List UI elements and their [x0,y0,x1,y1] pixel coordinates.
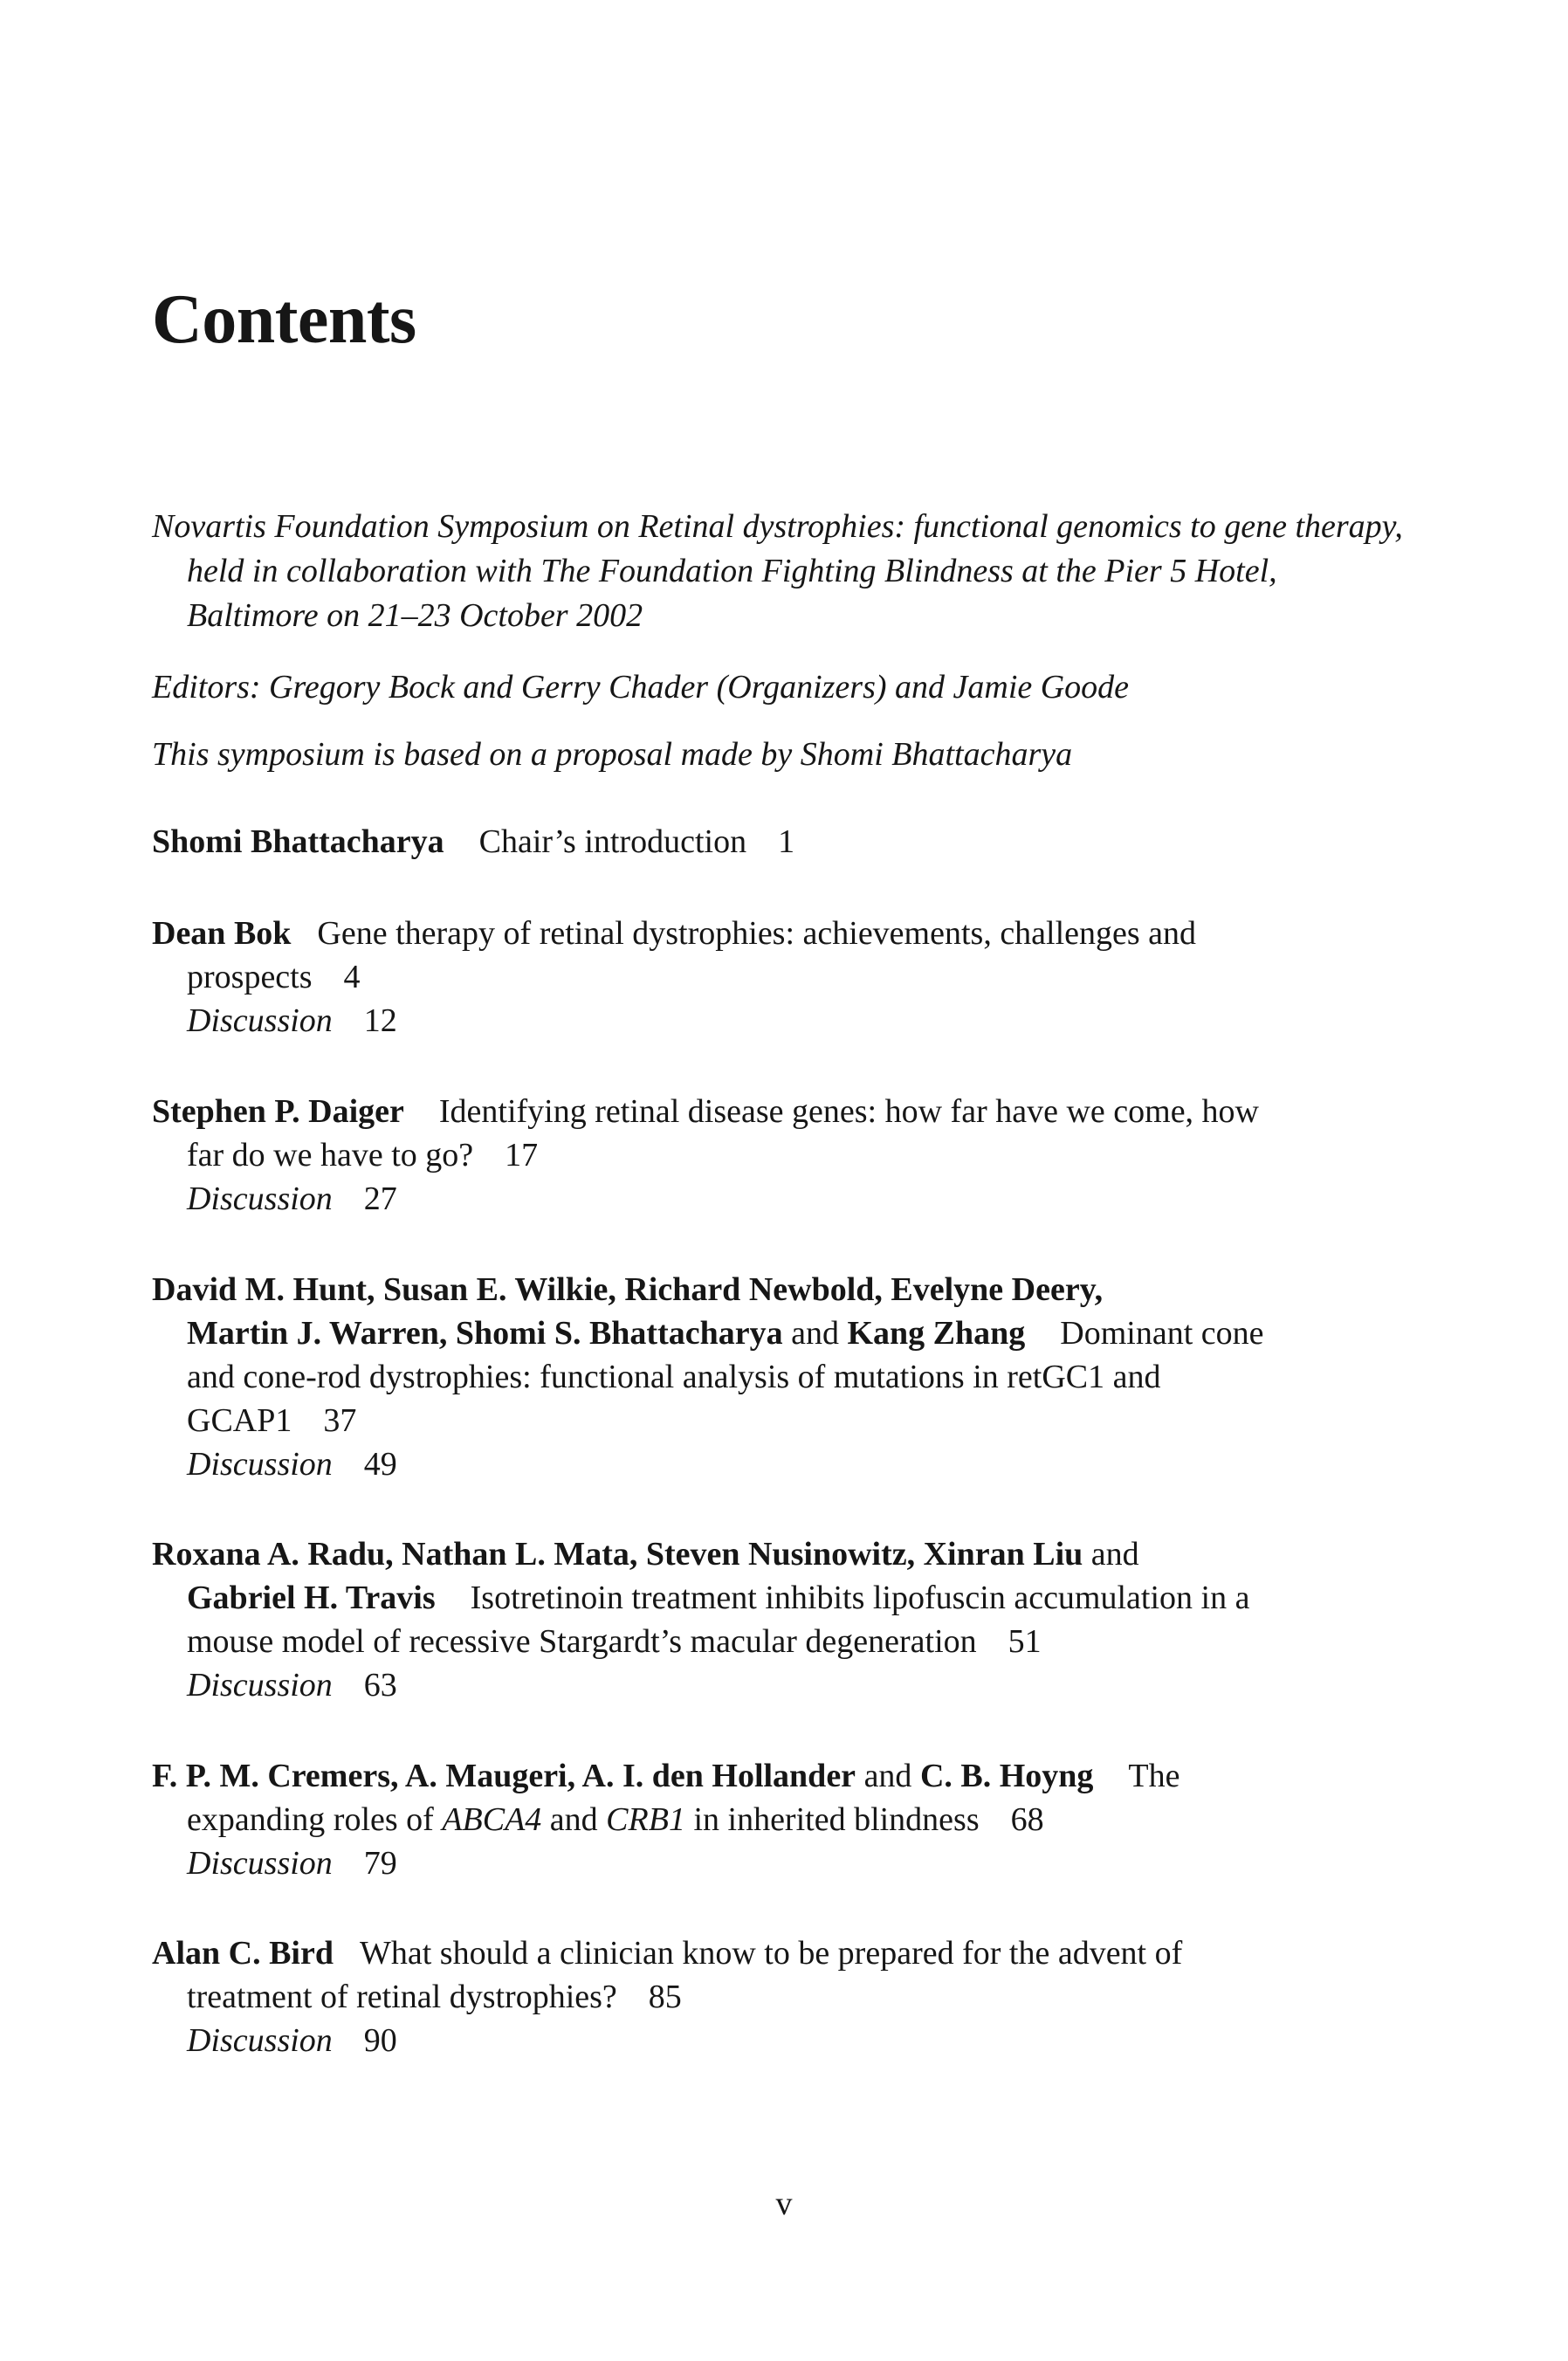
toc-entry [152,1268,1374,1486]
entry-title-pre: expanding roles of [187,1801,434,1838]
discussion-page: 49 [363,1446,397,1483]
discussion-line [152,1841,1374,1885]
entry-title-cont: far do we have to go? [187,1137,474,1174]
discussion-line [152,999,1374,1043]
entry-title-post: in inherited blindness [693,1801,980,1838]
entry-author: Alan C. Bird [152,1935,334,1972]
entry-title-cont: and cone-rod dystrophies: functional analysis of mutations in retGC1 and [187,1359,1161,1395]
entry-author-last: C. B. Hoyng [919,1758,1094,1794]
entry-title-cont: prospects [187,959,313,995]
entry-title: Chair’s introduction [478,823,747,860]
discussion-page: 27 [363,1180,397,1217]
discussion-line [152,1663,1374,1707]
toc-entry [152,1754,1374,1885]
toc-entry [152,1931,1374,2062]
entry-page: 37 [323,1402,357,1439]
entry-author: Stephen P. Daiger [152,1093,404,1130]
entry-authors: Roxana A. Radu, Nathan L. Mata, Steven Nusinowitz, Xinran Liu [152,1536,1083,1573]
entry-title-cont: mouse model of recessive Stargardt’s macular degeneration [187,1623,977,1660]
toc-entry [152,820,1374,864]
entry-title: The [1128,1758,1180,1794]
entry-authors-cont: Martin J. Warren, Shomi S. Bhattacharya [187,1315,783,1352]
discussion-line [152,2019,1374,2062]
entry-title: Isotretinoin treatment inhibits lipofuscin accumulation in a [470,1580,1250,1616]
entry-page: 1 [778,823,795,860]
entry-authors: F. P. M. Cremers, A. Maugeri, A. I. den Hollander [152,1758,856,1794]
entry-title: Dominant cone [1060,1315,1264,1352]
discussion-line [152,1442,1374,1486]
entry-main [152,820,1374,864]
discussion-label: Discussion [187,1667,333,1704]
entry-conj: and [791,1315,839,1352]
entry-page: 68 [1010,1801,1044,1838]
discussion-page: 12 [363,1002,397,1039]
discussion-label: Discussion [187,1446,333,1483]
discussion-label: Discussion [187,1180,333,1217]
proposal-line: This symposium is based on a proposal made by Shomi Bhattacharya [152,736,1073,773]
entry-author-last: Kang Zhang [847,1315,1026,1352]
gene-name: CRB1 [606,1801,685,1838]
entry-main [152,1532,1374,1663]
entry-author: Shomi Bhattacharya [152,823,444,860]
toc-entry [152,1532,1374,1707]
page-title: Contents [152,281,416,358]
entry-title-and: and [549,1801,598,1838]
entry-main [152,1754,1374,1841]
entry-main [152,1268,1374,1442]
editors-line: Editors: Gregory Bock and Gerry Chader (Organizers) and Jamie Goode [152,669,1130,706]
entry-title-cont2: GCAP1 [187,1402,292,1439]
symposium-description: Novartis Foundation Symposium on Retinal dystrophies: functional genomics to gene therapy, held in collaboration with The Foundation Fighting Blindness at the Pier 5 Hotel, Baltimore on 21–23 October 2002 [152,508,1403,634]
entry-title: Identifying retinal disease genes: how far have we come, how [438,1093,1259,1130]
entry-title: What should a clinician know to be prepared for the advent of [359,1935,1183,1972]
discussion-page: 63 [363,1667,397,1704]
discussion-label: Discussion [187,1845,333,1882]
entry-page: 17 [505,1137,539,1174]
entry-page: 85 [648,1979,682,2015]
entry-author-last: Gabriel H. Travis [187,1580,436,1616]
entry-conj: and [863,1758,912,1794]
discussion-label: Discussion [187,1002,333,1039]
entry-title: Gene therapy of retinal dystrophies: achievements, challenges and [317,915,1197,952]
entry-conj: and [1090,1536,1139,1573]
gene-name: ABCA4 [442,1801,542,1838]
entry-main [152,1931,1374,2019]
toc-entry [152,1090,1374,1221]
discussion-page: 90 [363,2022,397,2059]
entry-main [152,912,1374,999]
entry-author: Dean Bok [152,915,292,952]
entry-page: 4 [343,959,361,995]
entry-main [152,1090,1374,1177]
entry-authors: David M. Hunt, Susan E. Wilkie, Richard Newbold, Evelyne Deery, [152,1271,1104,1308]
toc-entry [152,912,1374,1043]
entry-title-cont: treatment of retinal dystrophies? [187,1979,617,2015]
discussion-line [152,1177,1374,1221]
entry-page: 51 [1008,1623,1042,1660]
discussion-page: 79 [363,1845,397,1882]
page-number: v [775,2185,793,2222]
discussion-label: Discussion [187,2022,333,2059]
